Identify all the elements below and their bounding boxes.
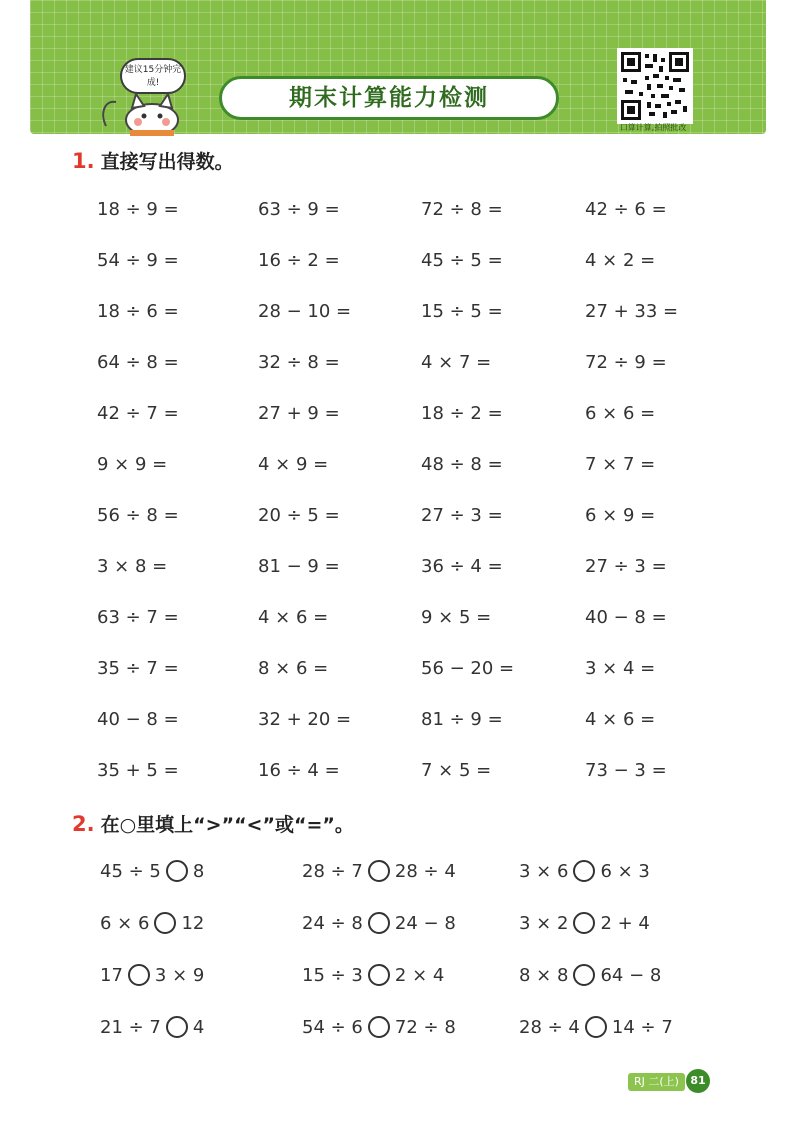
- equation: 4 × 2 =: [585, 250, 656, 271]
- comparison-item: [519, 964, 661, 986]
- comparison-item: [302, 964, 444, 986]
- answer-circle[interactable]: [154, 912, 176, 934]
- equation: 4 × 7 =: [421, 352, 492, 373]
- equation: 18 ÷ 6 =: [97, 301, 179, 322]
- equation: 3 × 4 =: [585, 658, 656, 679]
- equation: 36 ÷ 4 =: [421, 556, 503, 577]
- equation: 6 × 6 =: [585, 403, 656, 424]
- comparison-left: 8 × 8: [519, 964, 569, 986]
- comparison-right: 3 × 9: [154, 964, 205, 986]
- qr-caption: 口算计算,拍照批改: [619, 123, 687, 132]
- equation: 81 − 9 =: [258, 556, 340, 577]
- comparison-right: 2 × 4: [394, 964, 445, 986]
- equation: 64 ÷ 8 =: [97, 352, 179, 373]
- equation: 4 × 6 =: [585, 709, 656, 730]
- equation: 32 ÷ 8 =: [258, 352, 340, 373]
- answer-circle[interactable]: [368, 964, 390, 986]
- answer-circle[interactable]: [166, 1016, 188, 1038]
- equation: 7 × 7 =: [585, 454, 656, 475]
- answer-circle[interactable]: [368, 860, 390, 882]
- comparison-left: 28 ÷ 7: [302, 860, 363, 882]
- comparison-item: [519, 1016, 673, 1038]
- equation: 15 ÷ 5 =: [421, 301, 503, 322]
- comparison-left: 17: [100, 964, 123, 986]
- comparison-right: 2 + 4: [600, 912, 650, 934]
- equation: 32 + 20 =: [258, 709, 352, 730]
- equation: 63 ÷ 9 =: [258, 199, 340, 220]
- comparison-left: 15 ÷ 3: [302, 964, 363, 986]
- equation: 16 ÷ 2 =: [258, 250, 340, 271]
- equation: 27 ÷ 3 =: [585, 556, 667, 577]
- section1-title: 直接写出得数。: [100, 151, 234, 173]
- bubble-text: 建议15分钟完成!: [124, 65, 182, 88]
- comparison-right: 72 ÷ 8: [394, 1016, 456, 1038]
- section2-number: 2.: [72, 812, 95, 836]
- equation: 18 ÷ 9 =: [97, 199, 179, 220]
- comparison-item: [519, 912, 650, 934]
- answer-circle[interactable]: [128, 964, 150, 986]
- page-title: 期末计算能力检测: [219, 76, 559, 120]
- comparison-right: 14 ÷ 7: [611, 1016, 673, 1038]
- equation: 8 × 6 =: [258, 658, 329, 679]
- comparison-right: 4: [192, 1016, 205, 1038]
- comparison-right: 24 − 8: [394, 912, 456, 934]
- comparison-item: [302, 1016, 456, 1038]
- page-number: 81: [686, 1069, 710, 1093]
- comparison-right: 6 × 3: [600, 860, 650, 882]
- equation: 42 ÷ 7 =: [97, 403, 179, 424]
- equation: 72 ÷ 8 =: [421, 199, 503, 220]
- answer-circle[interactable]: [368, 1016, 390, 1038]
- comparison-item: [302, 912, 456, 934]
- equation: 42 ÷ 6 =: [585, 199, 667, 220]
- equation: 27 + 33 =: [585, 301, 679, 322]
- equation: 9 × 5 =: [421, 607, 492, 628]
- section2-title: 在○里填上“>”“<”或“=”。: [100, 814, 354, 836]
- equation: 54 ÷ 9 =: [97, 250, 179, 271]
- equation: 28 − 10 =: [258, 301, 352, 322]
- comparison-left: 54 ÷ 6: [302, 1016, 363, 1038]
- comparison-left: 6 × 6: [100, 912, 150, 934]
- equation: 73 − 3 =: [585, 760, 667, 781]
- answer-circle[interactable]: [166, 860, 188, 882]
- comparison-right: 12: [181, 912, 205, 934]
- section2-heading: [72, 810, 354, 837]
- comparison-item: [100, 860, 204, 882]
- section1-number: 1.: [72, 149, 95, 173]
- comparison-right: 8: [192, 860, 205, 882]
- equation: 35 ÷ 7 =: [97, 658, 179, 679]
- equation: 56 − 20 =: [421, 658, 515, 679]
- equation: 6 × 9 =: [585, 505, 656, 526]
- comparison-left: 3 × 6: [519, 860, 569, 882]
- comparison-item: [302, 860, 456, 882]
- equation: 45 ÷ 5 =: [421, 250, 503, 271]
- grade-label: RJ 二(上): [628, 1073, 685, 1091]
- equation: 4 × 6 =: [258, 607, 329, 628]
- comparison-item: [519, 860, 650, 882]
- equation: 40 − 8 =: [585, 607, 667, 628]
- equation: 72 ÷ 9 =: [585, 352, 667, 373]
- comparison-left: 21 ÷ 7: [100, 1016, 161, 1038]
- answer-circle[interactable]: [573, 964, 595, 986]
- equation: 18 ÷ 2 =: [421, 403, 503, 424]
- equation: 4 × 9 =: [258, 454, 329, 475]
- comparison-left: 45 ÷ 5: [100, 860, 161, 882]
- equation: 27 + 9 =: [258, 403, 340, 424]
- qr-code-icon[interactable]: [617, 48, 693, 124]
- equation: 56 ÷ 8 =: [97, 505, 179, 526]
- comparison-left: 28 ÷ 4: [519, 1016, 580, 1038]
- answer-circle[interactable]: [573, 912, 595, 934]
- equation: 9 × 9 =: [97, 454, 168, 475]
- comparison-right: 64 − 8: [600, 964, 662, 986]
- cat-mascot-icon: [100, 86, 190, 136]
- section1-heading: [72, 147, 234, 174]
- equation: 40 − 8 =: [97, 709, 179, 730]
- comparison-item: [100, 912, 204, 934]
- equation: 63 ÷ 7 =: [97, 607, 179, 628]
- equation: 81 ÷ 9 =: [421, 709, 503, 730]
- answer-circle[interactable]: [368, 912, 390, 934]
- equation: 16 ÷ 4 =: [258, 760, 340, 781]
- equation: 3 × 8 =: [97, 556, 168, 577]
- equation: 20 ÷ 5 =: [258, 505, 340, 526]
- equation: 7 × 5 =: [421, 760, 492, 781]
- equation: 48 ÷ 8 =: [421, 454, 503, 475]
- answer-circle[interactable]: [585, 1016, 607, 1038]
- equation: 35 + 5 =: [97, 760, 179, 781]
- comparison-item: [100, 964, 204, 986]
- comparison-right: 28 ÷ 4: [394, 860, 456, 882]
- answer-circle[interactable]: [573, 860, 595, 882]
- comparison-left: 24 ÷ 8: [302, 912, 363, 934]
- comparison-left: 3 × 2: [519, 912, 569, 934]
- equation: 27 ÷ 3 =: [421, 505, 503, 526]
- comparison-item: [100, 1016, 204, 1038]
